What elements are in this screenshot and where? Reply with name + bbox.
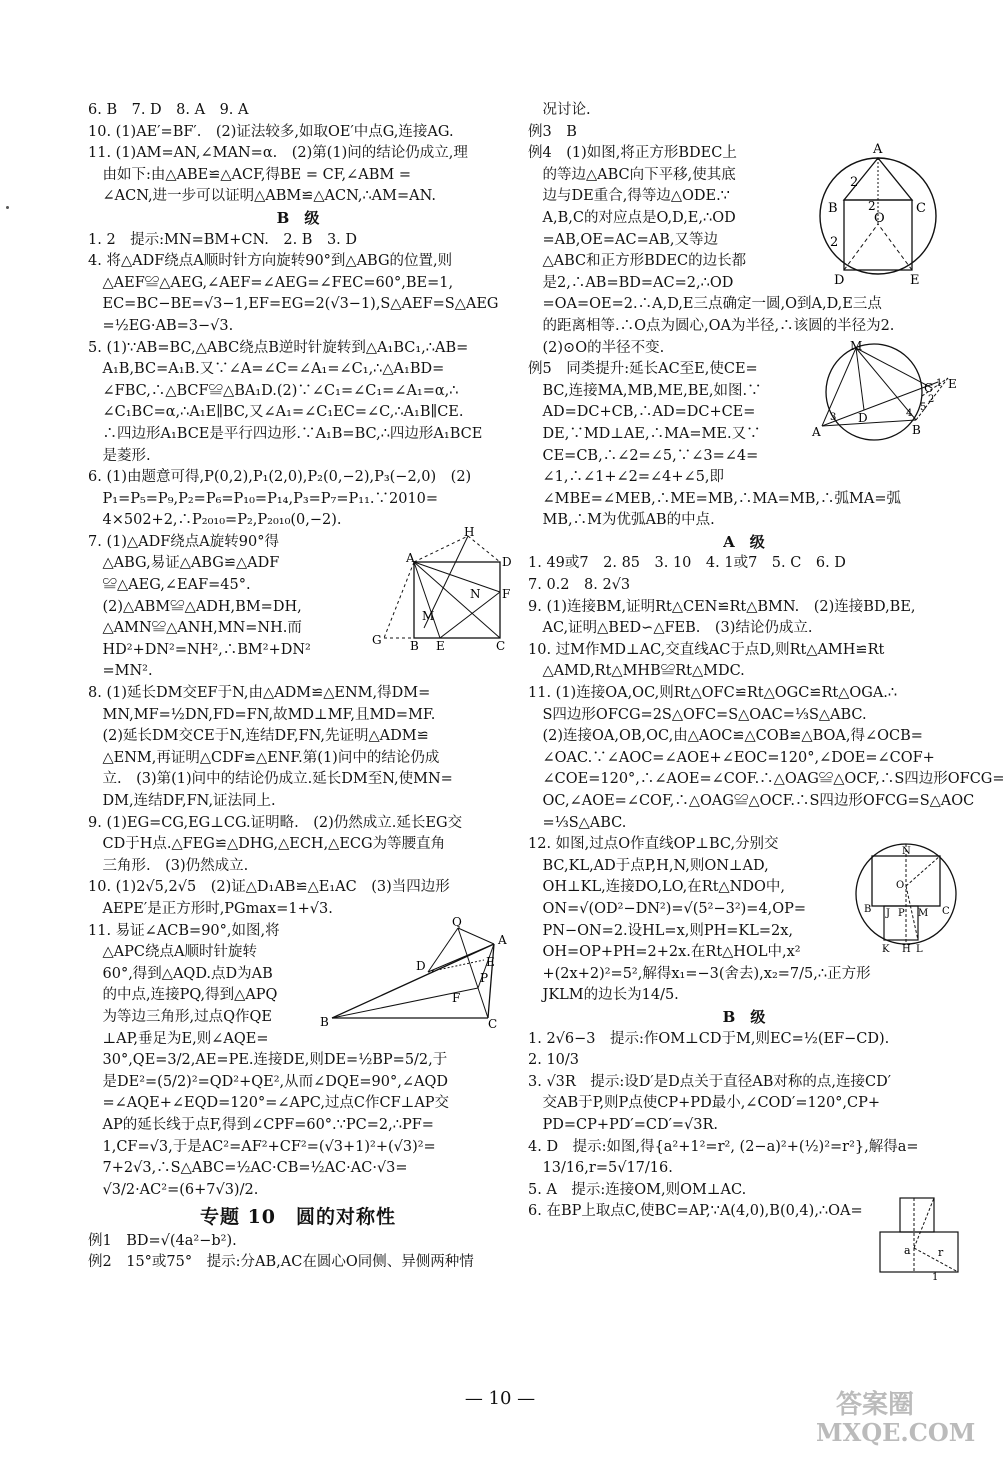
answer-line: 例3 B xyxy=(528,123,577,140)
fig-ex4-label: 2 xyxy=(830,235,839,250)
fig-q11-label: D xyxy=(416,959,426,973)
answer-line: =MN². xyxy=(88,663,153,680)
fig-q12-label: H xyxy=(902,944,911,955)
watermark-top: 答案圈 xyxy=(836,1390,915,1420)
fig-ex5-label: 5 xyxy=(920,402,927,413)
answer-line: 30°,QE=3/2,AE=PE.连接DE,则DE=½BP=5/2,于 xyxy=(88,1052,448,1069)
section-level-heading: A 级 xyxy=(723,532,765,551)
fig-q12-label: B xyxy=(864,904,872,915)
answer-line: 1,CF=√3,于是AC²=AF²+CF²=(√3+1)²+(√3)²= xyxy=(88,1138,436,1155)
answer-line: 1. 2√6−3 提示:作OM⊥CD于M,则EC=½(EF−CD). xyxy=(528,1030,890,1047)
answer-line: △AMD,Rt△MHB≌Rt△MDC. xyxy=(528,663,745,680)
fig-q12-label: L xyxy=(916,944,923,955)
fig-q7-label: N xyxy=(470,587,481,601)
answer-line: MB,∴M为优弧AB的中点. xyxy=(528,512,715,529)
fig-q11-label: Q xyxy=(452,915,462,929)
figure-q11 xyxy=(318,915,512,1031)
answer-line: 7. 0.2 8. 2√3 xyxy=(528,577,631,594)
answer-line: 11. 易证∠ACB=90°,如图,将 xyxy=(88,922,280,939)
fig-q11-label: B xyxy=(320,1015,329,1029)
answer-line: +(2x+2)²=5²,解得x₁=−3(舍去),x₂=7/5,∴正方形 xyxy=(528,965,871,982)
answer-line: 10. 过M作MD⊥AC,交直线AC于点D,则Rt△AMH≌Rt xyxy=(528,641,885,658)
section-level-heading: B 级 xyxy=(276,208,320,227)
section-title: 专题 10 圆的对称性 xyxy=(199,1206,397,1229)
fig-ex5-label: M xyxy=(850,339,863,353)
answer-line: 例1 BD=√(4a²−b²). xyxy=(88,1232,237,1249)
answer-line: PN−ON=2.设HL=x,则PH=KL=2x, xyxy=(528,922,794,939)
answer-line: △APC绕点A顺时针旋转 xyxy=(88,944,257,961)
fig-q7-label: C xyxy=(496,639,506,653)
answer-line: 11. (1)AM=AN,∠MAN=α. (2)第(1)问的结论仍成立,理 xyxy=(88,145,468,162)
fig-q7-label: D xyxy=(502,555,512,569)
answer-line: BC,KL,AD于点P,H,N,则ON⊥AD, xyxy=(528,857,769,874)
fig-ex5-label: D xyxy=(858,411,868,425)
answer-line: ∠ACN,进一步可以证明△ABM≌△ACN,∴AM=AN. xyxy=(88,188,436,205)
answer-line: 是DE²=(5/2)²=QD²+QE²,从而∠DQE=90°,∠AQD xyxy=(88,1073,448,1090)
answer-line: =⅓S△ABC. xyxy=(528,814,627,831)
fig-q12-label: C xyxy=(942,906,950,917)
answer-line: ∠COE=120°,∴∠AOE=∠COF.∴△OAG≌△OCF,∴S四边形OFCG= xyxy=(528,771,1005,788)
answer-line: HD²+DN²=NH²,∴BM²+DN² xyxy=(88,641,311,658)
answer-line: 2. 10/3 xyxy=(528,1052,580,1069)
answer-line: 是2,∴AB=BD=AC=2,∴OD xyxy=(528,274,734,291)
answer-line: A,B,C的对应点是O,D,E,∴OD xyxy=(528,209,736,226)
answer-line: 7+2√3,∴S△ABC=½AC·CB=½AC·AC·√3= xyxy=(88,1160,408,1177)
scan-mark xyxy=(6,206,9,209)
fig-q11-label: F xyxy=(452,991,461,1005)
fig-ex4-label: 2 xyxy=(850,175,859,190)
answer-line: 11. (1)连接OA,OC,则Rt△OFC≌Rt△OGC≌Rt△OGA.∴ xyxy=(528,685,898,702)
fig-q12-label: J xyxy=(886,908,891,919)
answer-line: CE=CB,∴∠2=∠5,∵∠3=∠4= xyxy=(528,447,759,464)
answer-line: ⊥AP,垂足为E,则∠AQE= xyxy=(88,1030,269,1047)
fig-q7-label: B xyxy=(410,639,419,653)
answer-line: EC=BC−BE=√3−1,EF=EG=2(√3−1),S△AEF=S△AEG xyxy=(88,296,499,313)
answer-line: 1. 49或7 2. 85 3. 10 4. 1或7 5. C 6. D xyxy=(528,555,846,572)
fig-ex4-label: B xyxy=(828,201,838,216)
answer-line: S四边形OFCG=2S△OFC=S△OAC=⅓S△ABC. xyxy=(528,706,867,723)
answer-line: 为等边三角形,过点Q作QE xyxy=(88,1008,272,1025)
answer-line: (2)连接OA,OB,OC,由△AOC≌△COB≌△BOA,得∠OCB= xyxy=(528,728,923,745)
fig-q12-label: O xyxy=(896,880,905,891)
answer-line: 1. 2 提示:MN=BM+CN. 2. B 3. D xyxy=(88,231,358,248)
answer-line: △ENM,再证明△CDF≌△ENF.第(1)问中的结论仍成 xyxy=(88,749,440,766)
answer-line: DE,∵MD⊥AE,∴MA=ME.又∵ xyxy=(528,425,761,442)
section-level-heading: B 级 xyxy=(722,1007,766,1026)
fig-q12-label: K xyxy=(882,944,890,955)
answer-line: ∴四边形A₁BCE是平行四边形.∵A₁B=BC,∴四边形A₁BCE xyxy=(88,425,483,442)
answer-line: CD于H点.△FEG≌△DHG,△ECH,△ECG为等腰直角 xyxy=(88,836,446,853)
answer-line: AEPE′是正方形时,PGmax=1+√3. xyxy=(88,900,333,917)
fig-ex5-label: 1 xyxy=(936,378,943,389)
answer-line: (2)△ABM≌△ADH,BM=DH, xyxy=(88,598,302,615)
answer-line: 例4 (1)如图,将正方形BDEC上 xyxy=(528,145,737,162)
answer-line: ∠C₁BC=α,∴A₁E∥BC,又∠A₁=∠C₁EC=∠C,∴A₁B∥CE. xyxy=(88,404,464,421)
answer-line: 立. (3)第(1)问中的结论仍成立.延长DM至N,使MN= xyxy=(88,771,453,788)
answer-line: ≌△AEG,∠EAF=45°. xyxy=(88,577,251,594)
answer-line: 9. (1)连接BM,证明Rt△CEN≌Rt△BMN. (2)连接BD,BE, xyxy=(528,598,916,615)
answer-line: √3/2·AC²=(6+7√3)/2. xyxy=(88,1181,259,1198)
answer-line: MN,MF=½DN,FD=FN,故MD⊥MF,且MD=MF. xyxy=(88,706,436,723)
answer-line: AD=DC+CB,∴AD=DC+CE= xyxy=(528,404,756,421)
answer-line: 5. (1)∵AB=BC,△ABC绕点B逆时针旋转到△A₁BC₁,∴AB= xyxy=(88,339,469,356)
fig-ex5-label: 2 xyxy=(928,394,935,405)
answer-line: 三角形. (3)仍然成立. xyxy=(88,857,249,874)
answer-line: =OA=OE=2.∴A,D,E三点确定一圆,O到A,D,E三点 xyxy=(528,296,882,313)
answer-line: ON=√(OD²−DN²)=√(5²−3²)=4,OP= xyxy=(528,900,807,917)
answer-line: △AMN≌△ANH,MN=NH.而 xyxy=(88,620,302,637)
answer-line: 10. (1)2√5,2√5 (2)证△D₁AB≌△E₁AC (3)当四边形 xyxy=(88,879,450,896)
answer-line: ∠OAC.∵∠AOC=∠AOE+∠EOC=120°,∠DOE=∠COF+ xyxy=(528,749,935,766)
answer-line: 5. A 提示:连接OM,则OM⊥AC. xyxy=(528,1181,747,1198)
fig-q7-label: A xyxy=(406,551,415,565)
answer-line: JKLM的边长为14/5. xyxy=(528,987,679,1004)
watermark-bottom: MXQE.COM xyxy=(816,1418,976,1447)
answer-line: 12. 如图,过点O作直线OP⊥BC,分别交 xyxy=(528,836,779,853)
fig-ex5-label: C xyxy=(924,381,934,395)
fig-ex4-label: C xyxy=(916,201,926,216)
answer-line: 60°,得到△AQD.点D为AB xyxy=(88,965,273,982)
fig-ex4-label: 2 xyxy=(868,199,876,213)
answer-line: =AB,OE=AC=AB,又等边 xyxy=(528,231,718,248)
answer-line: A₁B,BC=A₁B.又∵∠A=∠C=∠A₁=∠C₁,∴△A₁BD= xyxy=(88,361,445,378)
answer-line: AC,证明△BED∽△FEB. (3)结论仍成立. xyxy=(528,620,813,637)
answer-line: OH⊥KL,连接DO,LO,在Rt△NDO中, xyxy=(528,879,785,896)
fig-q11-label: C xyxy=(488,1017,498,1031)
answer-line: ∠MBE=∠MEB,∴ME=MB,∴MA=MB,∴弧MA=弧 xyxy=(528,490,901,507)
answer-line: =∠AQE+∠EQD=120°=∠APC,过点C作CF⊥AP交 xyxy=(88,1095,450,1112)
answer-line: 的距离相等.∴O点为圆心,OA为半径,∴该圆的半径为2. xyxy=(528,317,895,334)
fig-q7-label: E xyxy=(436,639,445,653)
fig-q12-label: M xyxy=(918,908,929,919)
answer-line: ∠FBC,∴△BCF≌△BA₁D.(2)∵∠C₁=∠C₁=∠A₁=α,∴ xyxy=(88,382,459,399)
fig-b4-label: 1 xyxy=(932,1272,939,1283)
answer-line: P₁=P₅=P₉,P₂=P₆=P₁₀=P₁₄,P₃=P₇=P₁₁.∵2010= xyxy=(88,490,439,507)
answer-line: 况讨论. xyxy=(528,102,591,118)
answer-line: 由如下:由△ABE≌△ACF,得BE = CF,∠ABM = xyxy=(88,166,412,183)
fig-ex5-label: 4 xyxy=(906,408,913,419)
answer-line: 的等边△ABC向下平移,使其底 xyxy=(528,166,736,183)
answer-line: 3. √3R 提示:设D′是D点关于直径AB对称的点,连接CD′ xyxy=(528,1073,892,1090)
fig-q11-label: E xyxy=(486,955,495,969)
figure-example5 xyxy=(808,340,960,442)
answer-line: (2)延长DM交CE于N,连结DF,FN,先证明△ADM≌ xyxy=(88,728,429,745)
fig-ex4-label: E xyxy=(910,273,920,288)
fig-b4-label: a xyxy=(904,1244,911,1257)
answer-line: 9. (1)EG=CG,EG⊥CG.证明略. (2)仍然成立.延长EG交 xyxy=(88,814,463,831)
answer-line: (2)⊙O的半径不变. xyxy=(528,339,665,356)
answer-line: OH=OP+PH=2+2x.在Rt△HOL中,x² xyxy=(528,944,801,961)
fig-ex5-label: E xyxy=(948,377,957,391)
answer-line: 边与DE重合,得等边△ODE.∵ xyxy=(528,188,730,205)
answer-line: △AEF≌△AEG,∠AEF=∠AEG=∠FEC=60°,BE=1, xyxy=(88,274,454,291)
fig-ex5-label: 3 xyxy=(830,412,837,423)
answer-line: 是菱形. xyxy=(88,447,151,464)
fig-q7-label: M xyxy=(422,609,435,623)
fig-ex5-label: A xyxy=(812,425,821,439)
watermark-logo xyxy=(776,1383,986,1445)
fig-q11-label: A xyxy=(498,933,507,947)
answer-line: 7. (1)△ADF绕点A旋转90°得 xyxy=(88,533,279,550)
answer-line: PD=CP+PD′=CD′=√3R. xyxy=(528,1116,719,1133)
figure-q7 xyxy=(368,525,514,653)
answer-line: 交AB于P,则P点使CP+PD最小,∠COD′=120°,CP+ xyxy=(528,1095,881,1112)
answer-line: 4. D 提示:如图,得{a²+1²=r², (2−a)²+(½)²=r²},解得a= xyxy=(528,1138,919,1155)
fig-ex4-label: O xyxy=(874,211,885,226)
fig-ex4-label: A xyxy=(873,142,883,157)
fig-q12-label: P xyxy=(898,908,905,919)
answer-line: 4×502+2,∴P₂₀₁₀=P₂,P₂₀₁₀(0,−2). xyxy=(88,512,342,529)
answer-line: 例5 同类提升:延长AC至E,使CE= xyxy=(528,361,758,378)
fig-b4-label: r xyxy=(938,1246,944,1259)
answer-line: AP的延长线于点F,得到∠CPF=60°.∵PC=2,∴PF= xyxy=(88,1116,434,1133)
answer-line: BC,连接MA,MB,ME,BE,如图.∵ xyxy=(528,382,762,399)
fig-q7-label: G xyxy=(372,633,382,647)
fig-q11-label: P xyxy=(480,971,489,985)
answer-line: 例2 15°或75° 提示:分AB,AC在圆心O同侧、异侧两种情 xyxy=(88,1254,474,1271)
figure-example4 xyxy=(812,140,952,286)
answer-line: △ABG,易证△ABG≌△ADF xyxy=(88,555,280,572)
fig-q7-label: F xyxy=(502,587,511,601)
answer-line: 13/16,r=5√17/16. xyxy=(528,1160,673,1177)
answer-line: ∠1,∴∠1+∠2=∠4+∠5,即 xyxy=(528,469,725,486)
fig-q7-label: H xyxy=(464,525,475,539)
fig-ex5-label: B xyxy=(912,423,921,437)
answer-line: OC,∠AOE=∠COF,∴△OAG≌△OCF.∴S四边形OFCG=S△AOC xyxy=(528,793,975,809)
answer-line: △ABC和正方形BDEC的边长都 xyxy=(528,253,747,270)
answer-line: 的中点,连接PQ,得到△APQ xyxy=(88,987,278,1004)
answer-line: DM,连结DF,FN,证法同上. xyxy=(88,793,276,809)
page-number: — 10 — xyxy=(464,1388,536,1409)
answer-line: 6. B 7. D 8. A 9. A xyxy=(88,102,249,118)
answer-line: 6. 在BP上取点C,使BC=AP,∵A(4,0),B(0,4),∴OA= xyxy=(528,1203,863,1220)
answer-line: =½EG·AB=3−√3. xyxy=(88,317,234,334)
figure-q12 xyxy=(852,836,960,958)
answer-line: 8. (1)延长DM交EF于N,由△ADM≌△ENM,得DM= xyxy=(88,685,431,702)
answer-line: 6. (1)由题意可得,P(0,2),P₁(2,0),P₂(0,−2),P₃(−2,0) (2) xyxy=(88,469,472,486)
fig-q12-label: N xyxy=(902,846,911,857)
answer-line: 4. 将△ADF绕点A顺时针方向旋转90°到△ABG的位置,则 xyxy=(88,253,453,270)
figure-b4 xyxy=(878,1196,962,1283)
answer-line: 10. (1)AE′=BF′. (2)证法较多,如取OE′中点G,连接AG. xyxy=(88,123,454,140)
fig-ex4-label: D xyxy=(834,273,845,288)
left-column xyxy=(88,100,511,1274)
